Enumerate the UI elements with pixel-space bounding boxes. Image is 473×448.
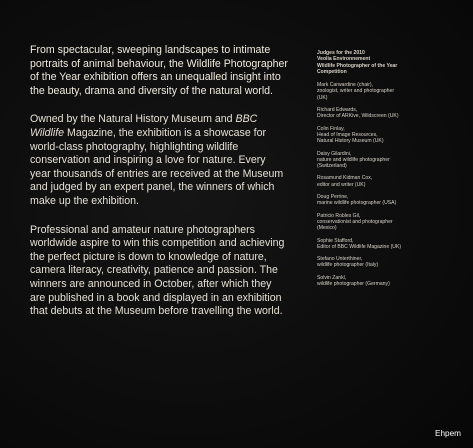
judge-role: nature and wildlife photographer bbox=[317, 156, 390, 163]
judge-role: conservationist and photographer bbox=[317, 218, 393, 225]
judge-role: wildlife photographer (Italy) bbox=[317, 262, 379, 269]
judges-heading bbox=[317, 50, 457, 75]
judge-role: marine wildlife photographer (USA) bbox=[317, 200, 397, 207]
judge-entry bbox=[317, 213, 457, 232]
magazine-name: BBC Wildlife bbox=[30, 113, 258, 139]
judges-column bbox=[317, 50, 457, 293]
intro-paragraph-2-start: Owned by the Natural History Museum and bbox=[30, 113, 236, 126]
judge-name: Richard Edwards, bbox=[317, 107, 358, 114]
judge-entry bbox=[317, 151, 457, 170]
judges-heading-line: Veolia Environnement bbox=[317, 56, 371, 63]
intro-paragraph-3: Professional and amateur nature photographers worldwide aspire to win this competition and achieving the perfect picture is down to knowledge of nature, camera literacy, creativity, patience and passion. The winners are announced in October, after which they are published in a book and displayed in an exhibition that debuts at the Museum before travelling the world. bbox=[30, 223, 285, 318]
judge-entry bbox=[317, 126, 457, 145]
judge-role: wildlife photographer (Germany) bbox=[317, 281, 390, 288]
judge-name: Doug Perrine, bbox=[317, 194, 349, 201]
intro-text-column bbox=[30, 44, 288, 334]
judge-role: zoologist, writer and photographer bbox=[317, 88, 395, 95]
judge-name: Sophie Stafford, bbox=[317, 237, 354, 244]
judge-entry bbox=[317, 107, 457, 120]
judge-entry bbox=[317, 256, 457, 269]
judge-entry bbox=[317, 82, 457, 101]
judge-name: Daisy Gilardini, bbox=[317, 150, 352, 157]
intro-paragraph-1: From spectacular, sweeping landscapes to intimate portraits of animal behaviour, the Wildlife Photographer of the Year exhibition offers an unequalled insight into the beauty, drama and diversity of the natural world. bbox=[30, 44, 288, 97]
judge-role: (UK) bbox=[317, 94, 328, 101]
judge-role: Head of Image Resources, bbox=[317, 131, 378, 138]
judge-name: Mark Carwardine (chair), bbox=[317, 82, 374, 89]
intro-paragraph-2 bbox=[30, 113, 288, 208]
judge-entry bbox=[317, 175, 457, 188]
judge-name: Colin Finlay, bbox=[317, 125, 345, 132]
judge-entry bbox=[317, 275, 457, 288]
judge-role: Natural History Museum (UK) bbox=[317, 138, 384, 145]
judge-name: Rosamund Kidman Cox, bbox=[317, 175, 373, 182]
judge-name: Solvin Zankl, bbox=[317, 274, 347, 281]
judges-heading-line: Wildlife Photographer of the Year bbox=[317, 62, 398, 69]
judges-heading-line: Judges for the 2010 bbox=[317, 50, 365, 56]
photo-credit: Ehpem bbox=[435, 429, 461, 438]
judge-name: Stefano Unterthiner, bbox=[317, 256, 363, 263]
judge-role: Director of ARKive, Wildscreen (UK) bbox=[317, 113, 399, 120]
judge-entry bbox=[317, 238, 457, 251]
judge-role: Editor of BBC Wildlife Magazine (UK) bbox=[317, 243, 402, 250]
judge-entry bbox=[317, 194, 457, 207]
judge-list bbox=[317, 82, 457, 287]
judge-role: (Mexico) bbox=[317, 225, 337, 232]
judges-heading-line: Competition bbox=[317, 68, 347, 75]
judge-name: Patricio Robles Gil, bbox=[317, 212, 361, 219]
judge-role: editor and writer (UK) bbox=[317, 181, 366, 188]
judge-role: (Switzerland) bbox=[317, 163, 347, 170]
intro-paragraph-2-end: Magazine, the exhibition is a showcase for world-class photography, highlighting wildlife conservation and inspiring a love for nature. Every year thousands of entries are received at the Museum and judged by an expert panel, the winners of which make up the exhibition. bbox=[30, 126, 284, 207]
